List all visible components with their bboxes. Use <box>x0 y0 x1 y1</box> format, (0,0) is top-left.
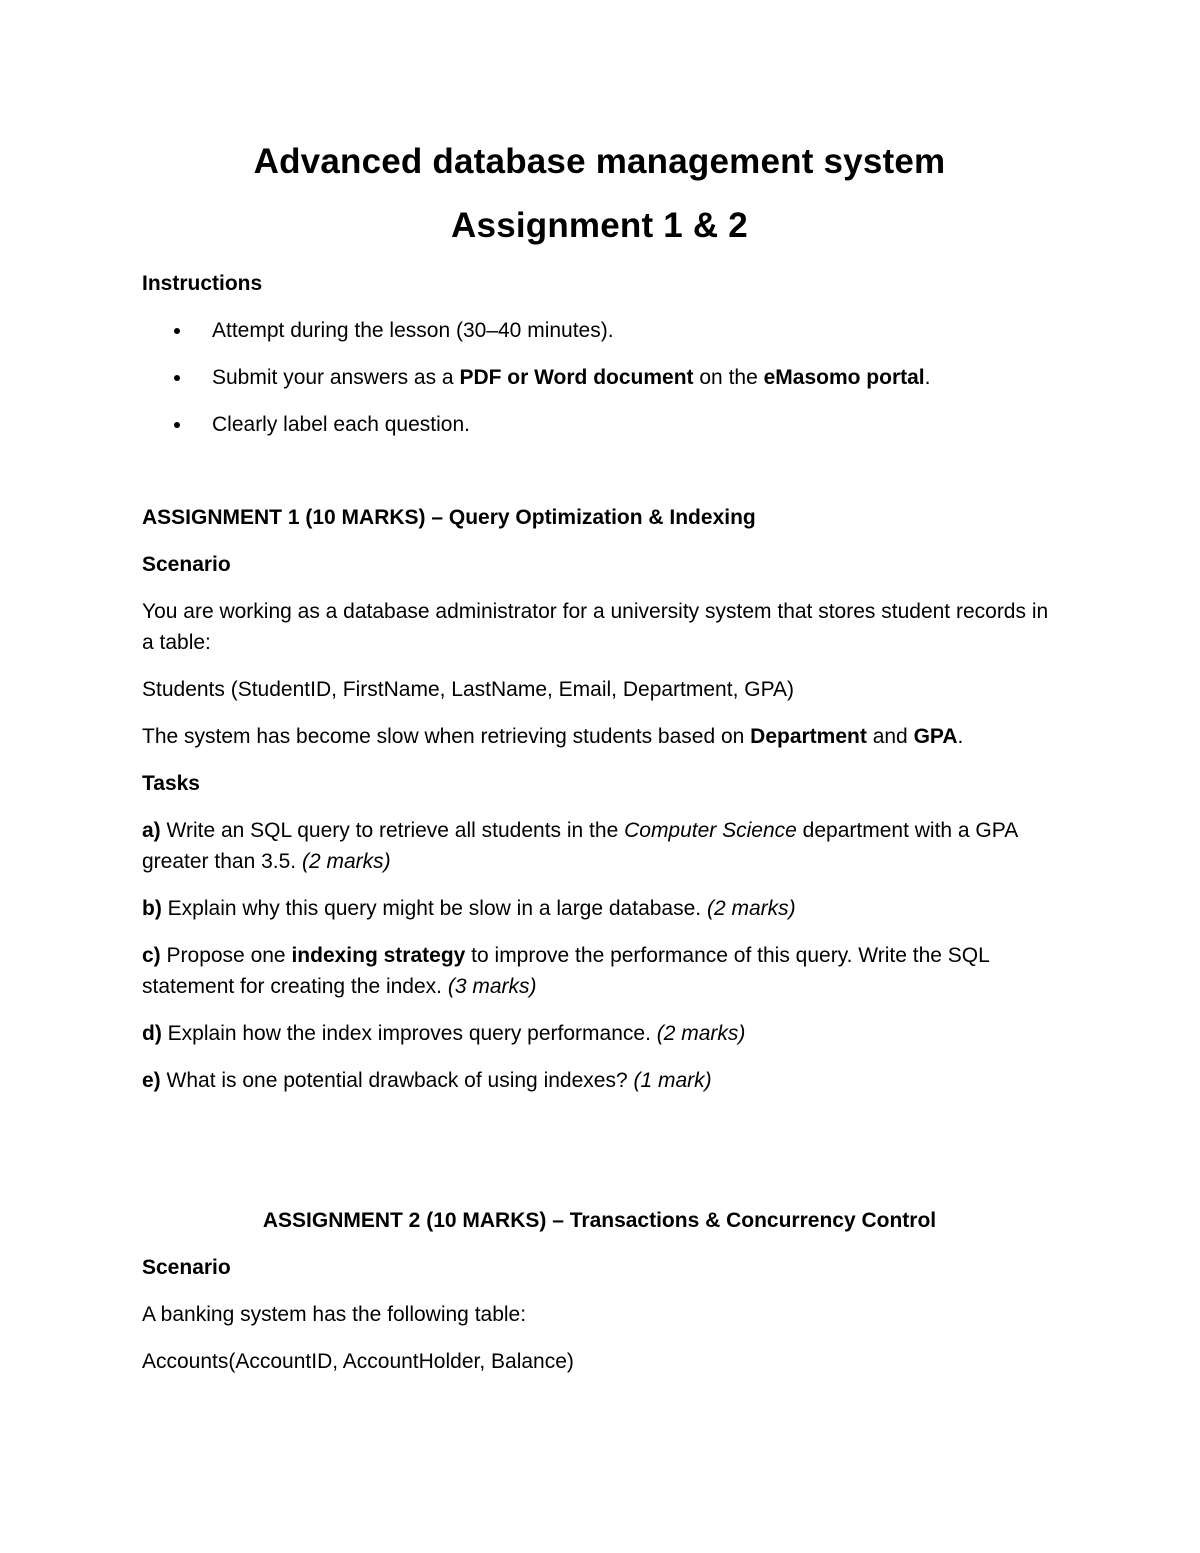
task-label: b) <box>142 897 162 920</box>
assignment1-heading: ASSIGNMENT 1 (10 MARKS) – Query Optimization & Indexing <box>142 506 756 529</box>
task-label: c) <box>142 944 161 967</box>
task-e <box>142 1065 1057 1096</box>
instruction-portal: eMasomo portal <box>763 366 925 389</box>
assignment2-scenario-text: A banking system has the following table: <box>142 1303 527 1326</box>
task-label: d) <box>142 1022 162 1045</box>
assignment2-scenario-heading: Scenario <box>142 1256 231 1279</box>
problem-text-post: . <box>957 725 964 748</box>
instruction-item <box>142 362 1057 393</box>
assignment1-problem-statement <box>142 721 1057 752</box>
instruction-text-pre: Submit your answers as a <box>212 366 460 389</box>
problem-text-pre: The system has become slow when retrieving students based on <box>142 725 751 748</box>
instruction-item <box>142 409 1057 440</box>
task-a <box>142 815 1057 877</box>
document-content <box>142 140 1057 1377</box>
task-marks: (2 marks) <box>706 897 796 920</box>
task-indexing-strategy: indexing strategy <box>291 944 466 967</box>
task-label: a) <box>142 819 161 842</box>
task-d <box>142 1018 1057 1049</box>
task-b <box>142 893 1057 924</box>
task-text: Write an SQL query to retrieve all students in the <box>160 819 625 842</box>
document-subtitle: Assignment 1 & 2 <box>451 206 748 245</box>
task-marks: (3 marks) <box>447 975 537 998</box>
task-marks: (2 marks) <box>301 850 391 873</box>
task-label: e) <box>142 1069 161 1092</box>
task-text: to improve the performance of this query. Write the SQL statement for creating the index. <box>142 944 990 998</box>
instruction-format: PDF or Word document <box>459 366 694 389</box>
assignment1-scenario-text: You are working as a database administrator for a university system that stores student records in a table: <box>142 600 1049 654</box>
instructions-heading: Instructions <box>142 272 263 295</box>
task-department: Computer Science <box>624 819 797 842</box>
instruction-text: Clearly label each question. <box>212 413 470 436</box>
instruction-text-post: . <box>924 366 931 389</box>
instruction-text-mid: on the <box>693 366 764 389</box>
assignment2-heading: ASSIGNMENT 2 (10 MARKS) – Transactions & Concurrency Control <box>262 1209 937 1232</box>
instruction-text: Attempt during the lesson (30–40 minutes). <box>212 319 614 342</box>
task-text: Explain why this query might be slow in a large database. <box>161 897 707 920</box>
bullet-icon <box>174 422 180 428</box>
assignment2-table-def: Accounts(AccountID, AccountHolder, Balance) <box>142 1350 574 1373</box>
task-text: What is one potential drawback of using indexes? <box>160 1069 634 1092</box>
assignment1-scenario-heading: Scenario <box>142 553 231 576</box>
problem-gpa: GPA <box>913 725 958 748</box>
task-text: department with a GPA greater than 3.5. <box>142 819 1018 873</box>
problem-department: Department <box>750 725 867 748</box>
instructions-list <box>142 315 1057 440</box>
task-c <box>142 940 1057 1002</box>
document-title: Advanced database management system <box>253 142 946 181</box>
problem-text-mid: and <box>866 725 914 748</box>
task-marks: (1 mark) <box>633 1069 712 1092</box>
bullet-icon <box>174 375 180 381</box>
instruction-item <box>142 315 1057 346</box>
assignment1-tasks-heading: Tasks <box>142 772 200 795</box>
bullet-icon <box>174 328 180 334</box>
assignment1-table-def: Students (StudentID, FirstName, LastName, Email, Department, GPA) <box>142 678 795 701</box>
task-marks: (2 marks) <box>656 1022 746 1045</box>
task-text: Explain how the index improves query performance. <box>161 1022 657 1045</box>
task-text: Propose one <box>160 944 292 967</box>
